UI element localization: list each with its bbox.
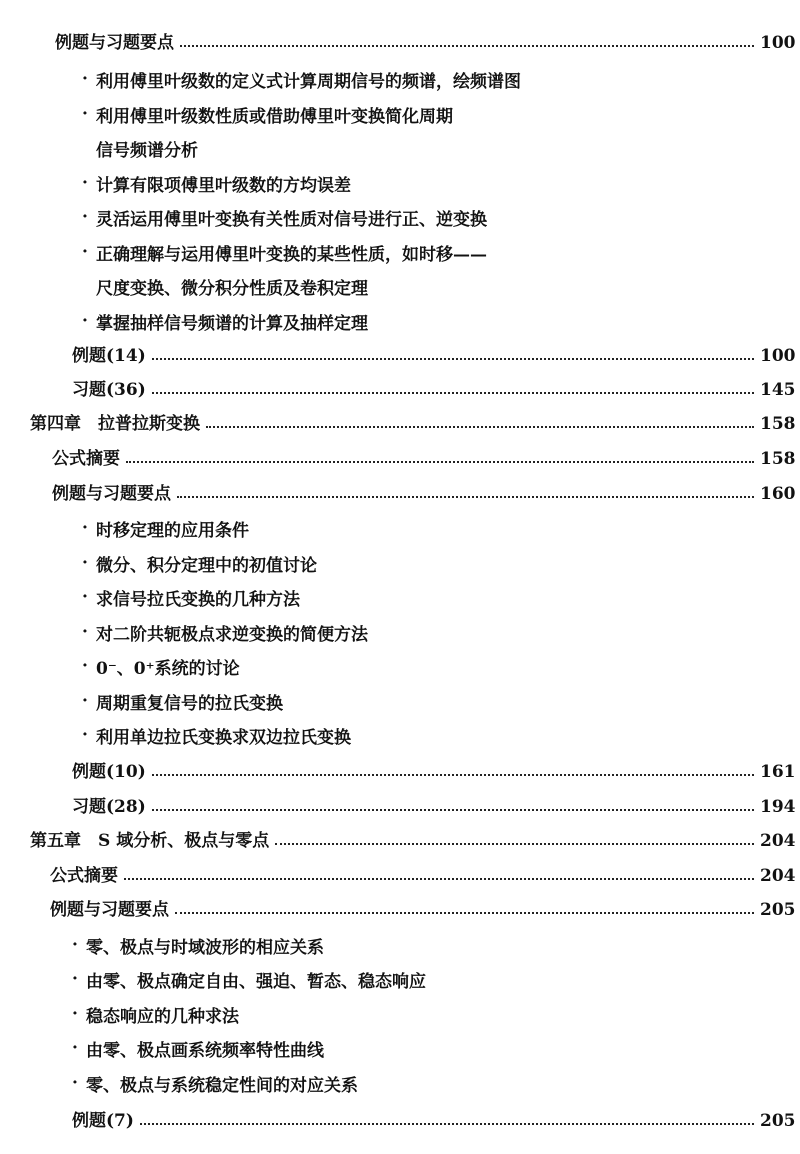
toc-entry-title: 例题与习题要点 [55,32,174,53]
bullet-icon: · [82,518,88,538]
leader-dots [152,358,754,360]
toc-entry-exercises [0,792,800,822]
bullet-text: 由零、极点画系统频率特性曲线 [86,1040,324,1061]
bullet-text: 零、极点与时域波形的相应关系 [86,937,324,958]
bullet-item [82,513,249,543]
leader-dots [124,878,754,880]
bullet-text: 时移定理的应用条件 [96,520,249,541]
leader-dots [126,461,754,463]
bullet-item [82,202,487,232]
leader-dots [206,426,754,428]
toc-page-number: 145 [760,379,796,400]
toc-entry-title: 例题(14) [72,345,146,366]
toc-chapter-title: 第四章 拉普拉斯变换 [30,413,200,434]
bullet-item [82,64,521,94]
bullet-text: 0⁻、0⁺系统的讨论 [96,658,240,679]
toc-entry-title: 例题(7) [72,1110,134,1131]
bullet-item [72,1033,324,1063]
toc-entry-examples-points [0,28,800,58]
bullet-icon: · [82,656,88,676]
toc-entry-examples-points [0,479,800,509]
toc-page-number: 160 [760,483,796,504]
toc-entry-examples [0,341,800,371]
bullet-icon: · [82,587,88,607]
toc-page-number: 100 [760,345,796,366]
bullet-icon: · [82,311,88,331]
toc-chapter-title: 第五章 S 域分析、极点与零点 [30,830,270,851]
leader-dots [140,1123,754,1125]
leader-dots [152,774,754,776]
bullet-text: 由零、极点确定自由、强迫、暂态、稳态响应 [86,971,426,992]
bullet-icon: · [82,207,88,227]
bullet-item [82,651,240,681]
bullet-text: 稳态响应的几种求法 [86,1006,239,1027]
bullet-item [72,999,239,1029]
bullet-text: 掌握抽样信号频谱的计算及抽样定理 [96,313,368,334]
bullet-text: 灵活运用傅里叶变换有关性质对信号进行正、逆变换 [96,209,487,230]
bullet-icon: · [82,173,88,193]
bullet-icon: · [82,725,88,745]
bullet-text: 计算有限项傅里叶级数的方均误差 [96,175,351,196]
bullet-text: 利用傅里叶级数的定义式计算周期信号的频谱，绘频谱图 [96,71,521,92]
bullet-item [82,548,317,578]
leader-dots [152,392,754,394]
bullet-icon: · [82,104,88,124]
bullet-item [82,582,300,612]
bullet-icon: · [72,935,78,955]
toc-entry-title: 习题(36) [72,379,146,400]
toc-entry-examples [0,1106,800,1136]
leader-dots [152,809,754,811]
bullet-icon: · [72,1073,78,1093]
toc-entry-examples-points [0,895,800,925]
bullet-continuation: 尺度变换、微分积分性质及卷积定理 [96,278,368,299]
toc-entry-title: 例题与习题要点 [50,899,169,920]
bullet-text: 周期重复信号的拉氏变换 [96,693,283,714]
bullet-text: 求信号拉氏变换的几种方法 [96,589,300,610]
toc-entry-title: 习题(28) [72,796,146,817]
bullet-text: 零、极点与系统稳定性间的对应关系 [86,1075,358,1096]
bullet-item [82,617,368,647]
bullet-continuation: 信号频谱分析 [96,140,198,161]
bullet-icon: · [82,69,88,89]
leader-dots [175,912,754,914]
toc-page-number: 100 [760,32,796,53]
bullet-icon: · [82,242,88,262]
bullet-icon: · [72,1004,78,1024]
toc-chapter-4 [0,409,800,439]
leader-dots [180,45,754,47]
bullet-text: 正确理解与运用傅里叶变换的某些性质，如时移—— [96,244,487,265]
toc-entry-examples [0,757,800,787]
toc-page-number: 194 [760,796,796,817]
bullet-icon: · [82,691,88,711]
leader-dots [177,496,754,498]
bullet-item [72,1068,358,1098]
bullet-icon: · [72,1038,78,1058]
toc-page-number: 158 [760,448,796,469]
bullet-icon: · [72,969,78,989]
toc-entry-title: 例题与习题要点 [52,483,171,504]
toc-entry-title: 公式摘要 [52,448,120,469]
bullet-text: 微分、积分定理中的初值讨论 [96,555,317,576]
bullet-item [82,720,351,750]
bullet-icon: · [82,553,88,573]
toc-page-number: 158 [760,413,796,434]
toc-entry-title: 例题(10) [72,761,146,782]
bullet-item [82,99,453,129]
bullet-item [82,168,351,198]
bullet-text: 利用单边拉氏变换求双边拉氏变换 [96,727,351,748]
toc-page-number: 161 [760,761,796,782]
bullet-item [72,964,426,994]
bullet-item [82,306,368,336]
toc-page-number: 205 [760,899,796,920]
bullet-text: 对二阶共轭极点求逆变换的简便方法 [96,624,368,645]
toc-entry-formula-summary [0,444,800,474]
toc-chapter-5 [0,826,800,856]
bullet-item [72,930,324,960]
toc-page-number: 204 [760,830,796,851]
toc-page-number: 205 [760,1110,796,1131]
toc-entry-exercises [0,375,800,405]
toc-entry-formula-summary [0,861,800,891]
toc-page-number: 204 [760,865,796,886]
bullet-icon: · [82,622,88,642]
bullet-item [82,686,283,716]
bullet-text: 利用傅里叶级数性质或借助傅里叶变换简化周期 [96,106,453,127]
toc-entry-title: 公式摘要 [50,865,118,886]
leader-dots [275,843,754,845]
bullet-item [82,237,487,267]
